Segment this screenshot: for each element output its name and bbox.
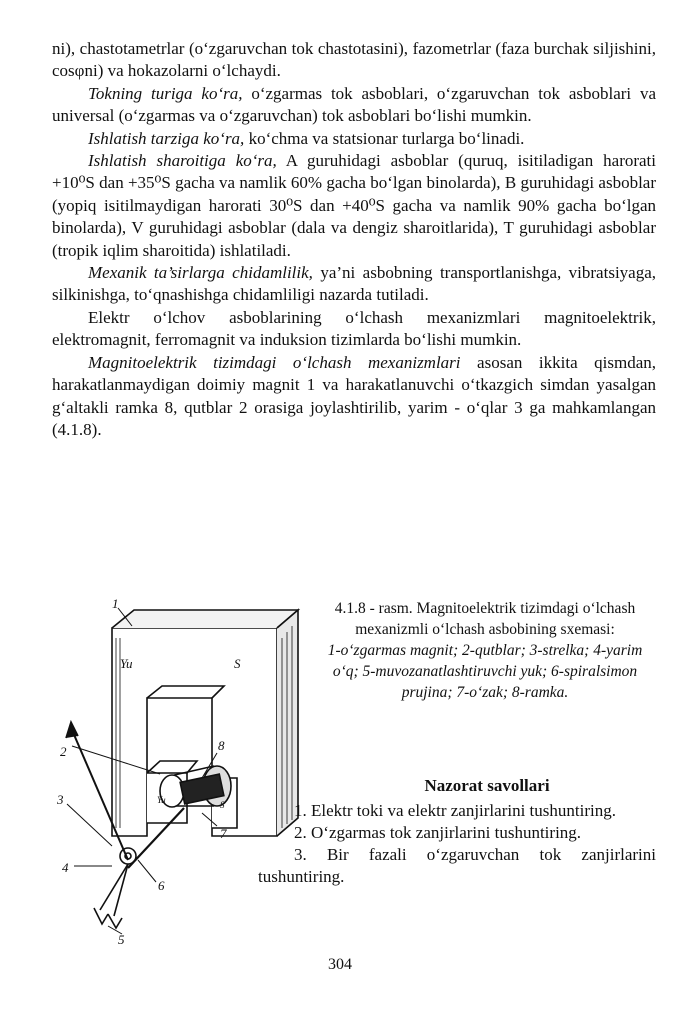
label-magnet-south: S	[234, 656, 241, 671]
spiral-spring	[120, 848, 136, 864]
label-2: 2	[60, 744, 67, 759]
paragraph-mechanical	[52, 262, 656, 307]
permanent-magnet	[112, 628, 277, 836]
paragraph-magnetoelectric	[52, 352, 656, 442]
label-6: 6	[158, 878, 165, 893]
control-questions	[258, 776, 656, 888]
paragraph-current-type	[52, 83, 656, 128]
label-magnet-north: Yu	[120, 656, 133, 671]
paragraph-conditions	[52, 150, 656, 262]
label-7: 7	[220, 826, 227, 841]
label-8: 8	[218, 738, 225, 753]
label-pole-left: Yu	[157, 795, 166, 805]
question-item: 1. Elektr toki va elektr zanjirlarini tushuntiring.	[294, 801, 616, 820]
balance-weight	[94, 908, 108, 924]
main-text	[52, 38, 656, 441]
paragraph-mechanisms: Elektr o‘lchov asboblarining o‘lchash mexanizmlari magnitoelektrik, elektromagnit, ferromagnit va induksion tizimlarda bo‘lishi mumkin.	[52, 307, 656, 350]
question-item: 3. Bir fazali o‘zgaruvchan tok zanjirlarini tushuntiring.	[258, 845, 656, 886]
caption-title: 4.1.8 - rasm. Magnitoelektrik tizimdagi o‘lchash mexanizmli o‘lchash asbobining sxemasi:	[334, 600, 636, 638]
paragraph-5-italic: Mexanik ta’sirlarga chidamlilik,	[88, 263, 313, 283]
paragraph-4-text: A guruhidagi asboblar (quruq, isitiladigan harorati +10⁰S dan +35⁰S gacha va namlik 60% gacha bo‘lgan binolarda), B guruhidagi asboblar (yopiq isitilmaydigan harorati 30⁰S dan +40⁰S gacha va namlik 90% gacha bo‘lgan binolarda), V guruhidagi asboblar (dala va dengiz sharoitlarida), T guruhidagi asboblar (tropik iqlim sharoitida) ishlatiladi.	[52, 151, 657, 260]
caption-legend: 1-o‘zgarmas magnit; 2-qutblar; 3-strelka; 4-yarim o‘q; 5-muvozanatlashtiruvchi yuk; 6-spiralsimon prujina; 7-o‘zak; 8-ramka.	[327, 642, 643, 701]
magnetoelectric-diagram	[52, 598, 312, 948]
paragraph-1: ni), chastotametrlar (o‘zgaruvchan tok chastotasini), fazometrlar (faza burchak siljishini, cosφni) va hokazolarni o‘lchaydi.	[52, 39, 656, 81]
figure-area	[52, 598, 656, 978]
paragraph-5-text: ya’ni asbobning transportlanishga, vibratsiyaga, silkinishga, to‘qnashishga chidamliligi nazarda tutiladi.	[52, 263, 657, 305]
paragraph-7-text: asosan ikkita qismdan, harakatlanmaydigan doimiy magnit 1 va harakatlanuvchi o‘tkazgich simdan yasalgan g‘altakli ramka 8, qutblar 2 orasiga joylashtirilib, yarim - o‘qlar 3 ga mahkamlangan (4.1.8).	[52, 352, 656, 439]
page-number: 304	[328, 956, 352, 973]
paragraph-usage-mode	[52, 128, 656, 150]
label-5: 5	[118, 932, 125, 947]
questions-heading: Nazorat savollari	[424, 776, 550, 795]
question-item: 2. O‘zgarmas tok zanjirlarini tushuntiring.	[294, 823, 582, 842]
paragraph-2-text: o‘zgarmas tok asboblari, o‘zgaruvchan tok asboblari va universal (o‘zgarmas va o‘zgaruvchan) tok asboblari bo‘lishi mumkin.	[52, 83, 657, 126]
label-pole-right: S	[220, 800, 225, 810]
paragraph-7-italic: Magnitoelektrik tizimdagi o‘lchash mexanizmlari	[88, 352, 461, 372]
paragraph-3-italic: Ishlatish tarziga ko‘ra,	[88, 128, 245, 148]
paragraph-2-italic: Tokning turiga ko‘ra,	[88, 83, 243, 103]
paragraph-4-italic: Ishlatish sharoitiga ko‘ra,	[88, 151, 277, 171]
label-3: 3	[57, 792, 64, 807]
paragraph-3-text: ko‘chma va statsionar turlarga bo‘linadi.	[244, 128, 525, 148]
label-4: 4	[62, 860, 69, 875]
figure-caption	[314, 598, 656, 703]
label-1: 1	[112, 598, 119, 611]
